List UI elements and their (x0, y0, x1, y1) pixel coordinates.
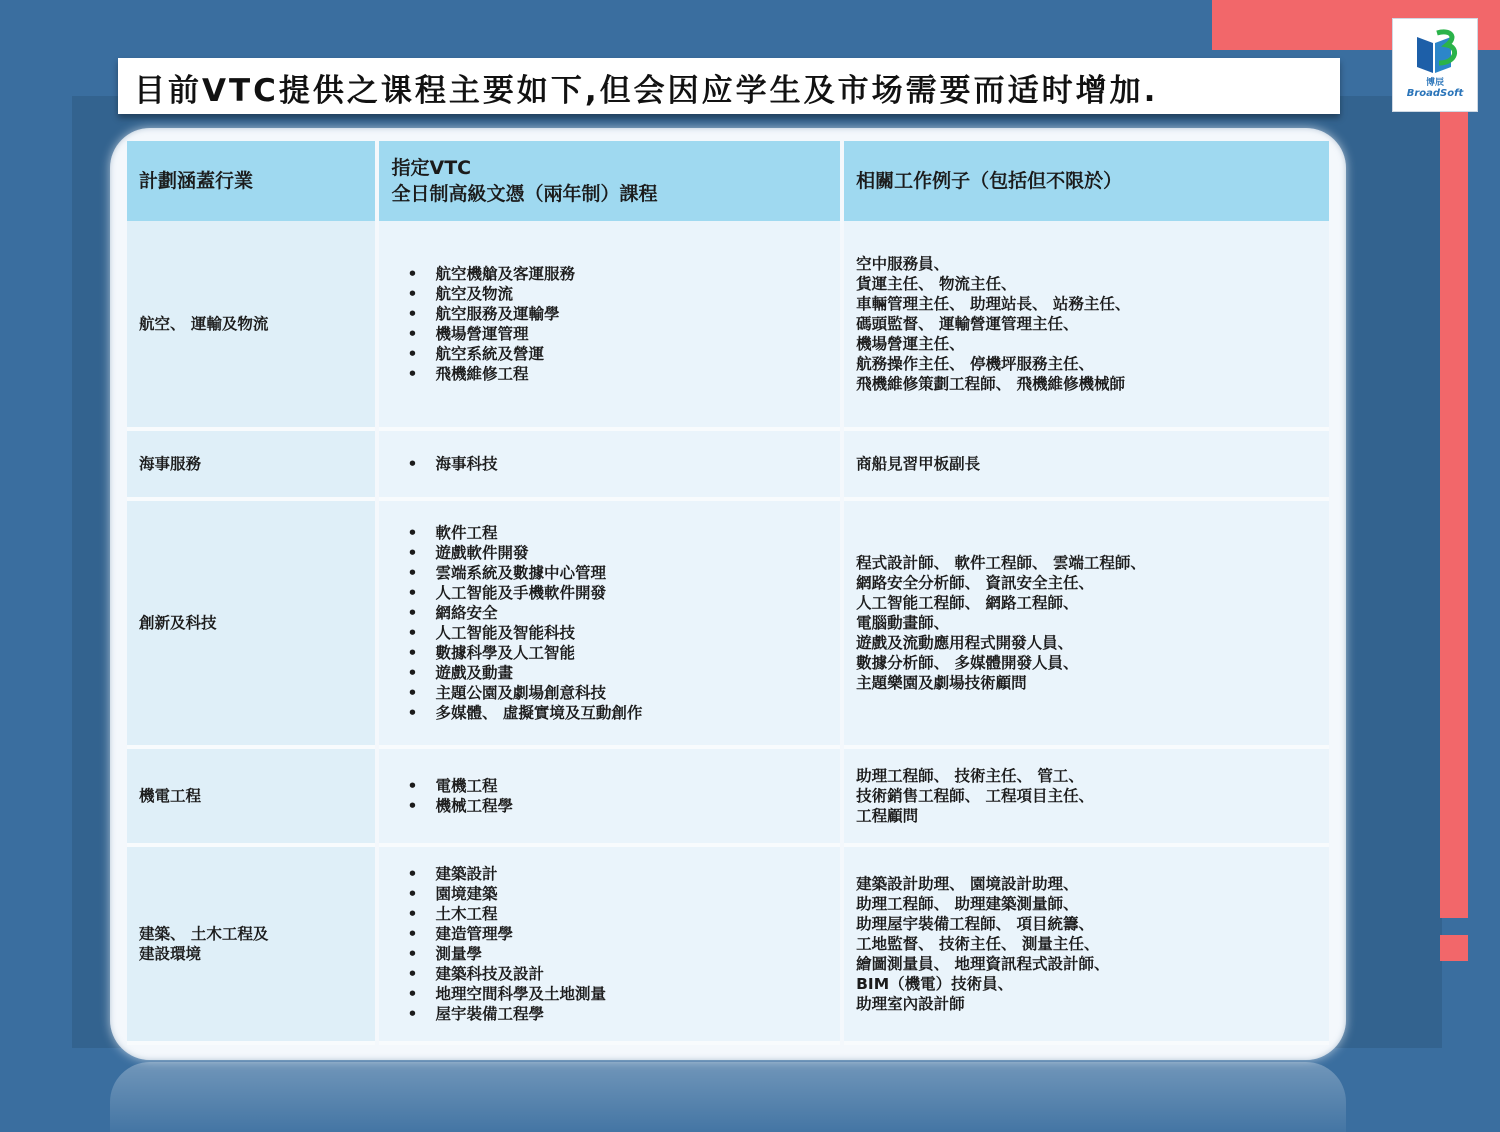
logo-name-en: BroadSoft (1406, 88, 1464, 99)
course-list (391, 523, 828, 723)
course-item: • 遊戲軟件開發 (435, 543, 828, 563)
sector-cell: 創新及科技 (127, 501, 375, 749)
course-item: • 電機工程 (435, 776, 828, 796)
courses-cell (379, 501, 840, 749)
book-b-logo-icon (1411, 27, 1459, 77)
sector-cell: 機電工程 (127, 749, 375, 847)
header-course (379, 141, 840, 221)
logo-name-cn: 博辰 (1425, 78, 1444, 88)
table-header-row (127, 141, 1329, 221)
header-course-line2: 全日制高級文憑（兩年制）課程 (391, 183, 658, 205)
sector-cell: 建築、 土木工程及 建設環境 (127, 847, 375, 1045)
courses-cell (379, 431, 840, 501)
course-item: • 海事科技 (435, 454, 828, 474)
course-item: • 主題公園及劇場創意科技 (435, 683, 828, 703)
course-item: • 多媒體、 虛擬實境及互動創作 (435, 703, 828, 723)
course-item: • 機械工程學 (435, 796, 828, 816)
course-item: • 園境建築 (435, 884, 828, 904)
course-item: • 航空服務及運輸學 (435, 304, 828, 324)
header-course-line1: 指定VTC (391, 157, 472, 179)
course-item: • 土木工程 (435, 904, 828, 924)
table-reflection (110, 1062, 1346, 1132)
page-title: 目前VTC提供之课程主要如下,但会因应学生及市场需要而适时增加. (134, 73, 1159, 109)
course-list (391, 454, 828, 474)
accent-block-right (1440, 935, 1468, 961)
accent-bar-right (1440, 0, 1468, 918)
table-row (127, 431, 1329, 501)
course-item: • 航空及物流 (435, 284, 828, 304)
title-bar (118, 58, 1340, 114)
course-item: • 航空機艙及客運服務 (435, 264, 828, 284)
examples-cell: 空中服務員、 貨運主任、 物流主任、 車輛管理主任、 助理站長、 站務主任、 碼頭監督、 運輸營運管理主任、 機場營運主任、 航務操作主任、 停機坪服務主任、 飛機維修策劃工程師、 飛機維修機械師 (844, 221, 1329, 431)
course-item: • 地理空間科學及土地測量 (435, 984, 828, 1004)
course-item: • 雲端系統及數據中心管理 (435, 563, 828, 583)
course-item: • 建造管理學 (435, 924, 828, 944)
header-examples: 相關工作例子（包括但不限於） (844, 141, 1329, 221)
table-row (127, 221, 1329, 431)
course-item: • 軟件工程 (435, 523, 828, 543)
course-list (391, 864, 828, 1024)
table-row (127, 847, 1329, 1045)
sector-cell: 海事服務 (127, 431, 375, 501)
course-item: • 屋宇裝備工程學 (435, 1004, 828, 1024)
course-list (391, 776, 828, 816)
course-item: • 數據科學及人工智能 (435, 643, 828, 663)
table-row (127, 501, 1329, 749)
broadsoft-logo (1392, 18, 1478, 112)
course-item: • 機場營運管理 (435, 324, 828, 344)
course-item: • 建築設計 (435, 864, 828, 884)
course-item: • 網絡安全 (435, 603, 828, 623)
course-item: • 建築科技及設計 (435, 964, 828, 984)
course-list (391, 264, 828, 384)
sector-cell: 航空、 運輸及物流 (127, 221, 375, 431)
header-sector: 計劃涵蓋行業 (127, 141, 375, 221)
table-row (127, 749, 1329, 847)
course-table (123, 141, 1333, 1045)
course-item: • 測量學 (435, 944, 828, 964)
course-item: • 航空系統及營運 (435, 344, 828, 364)
examples-cell: 建築設計助理、 園境設計助理、 助理工程師、 助理建築測量師、 助理屋宇裝備工程師、 項目統籌、 工地監督、 技術主任、 測量主任、 繪圖測量員、 地理資訊程式設計師、 BIM（機電）技術員、 助理室內設計師 (844, 847, 1329, 1045)
course-item: • 遊戲及動畫 (435, 663, 828, 683)
course-item: • 飛機維修工程 (435, 364, 828, 384)
examples-cell: 助理工程師、 技術主任、 管工、 技術銷售工程師、 工程項目主任、 工程顧問 (844, 749, 1329, 847)
examples-cell: 商船見習甲板副長 (844, 431, 1329, 501)
courses-cell (379, 847, 840, 1045)
course-item: • 人工智能及智能科技 (435, 623, 828, 643)
examples-cell: 程式設計師、 軟件工程師、 雲端工程師、 網路安全分析師、 資訊安全主任、 人工智能工程師、 網路工程師、 電腦動畫師、 遊戲及流動應用程式開發人員、 數據分析師、 多媒體開發人員、 主題樂園及劇場技術顧問 (844, 501, 1329, 749)
course-item: • 人工智能及手機軟件開發 (435, 583, 828, 603)
courses-cell (379, 749, 840, 847)
courses-cell (379, 221, 840, 431)
